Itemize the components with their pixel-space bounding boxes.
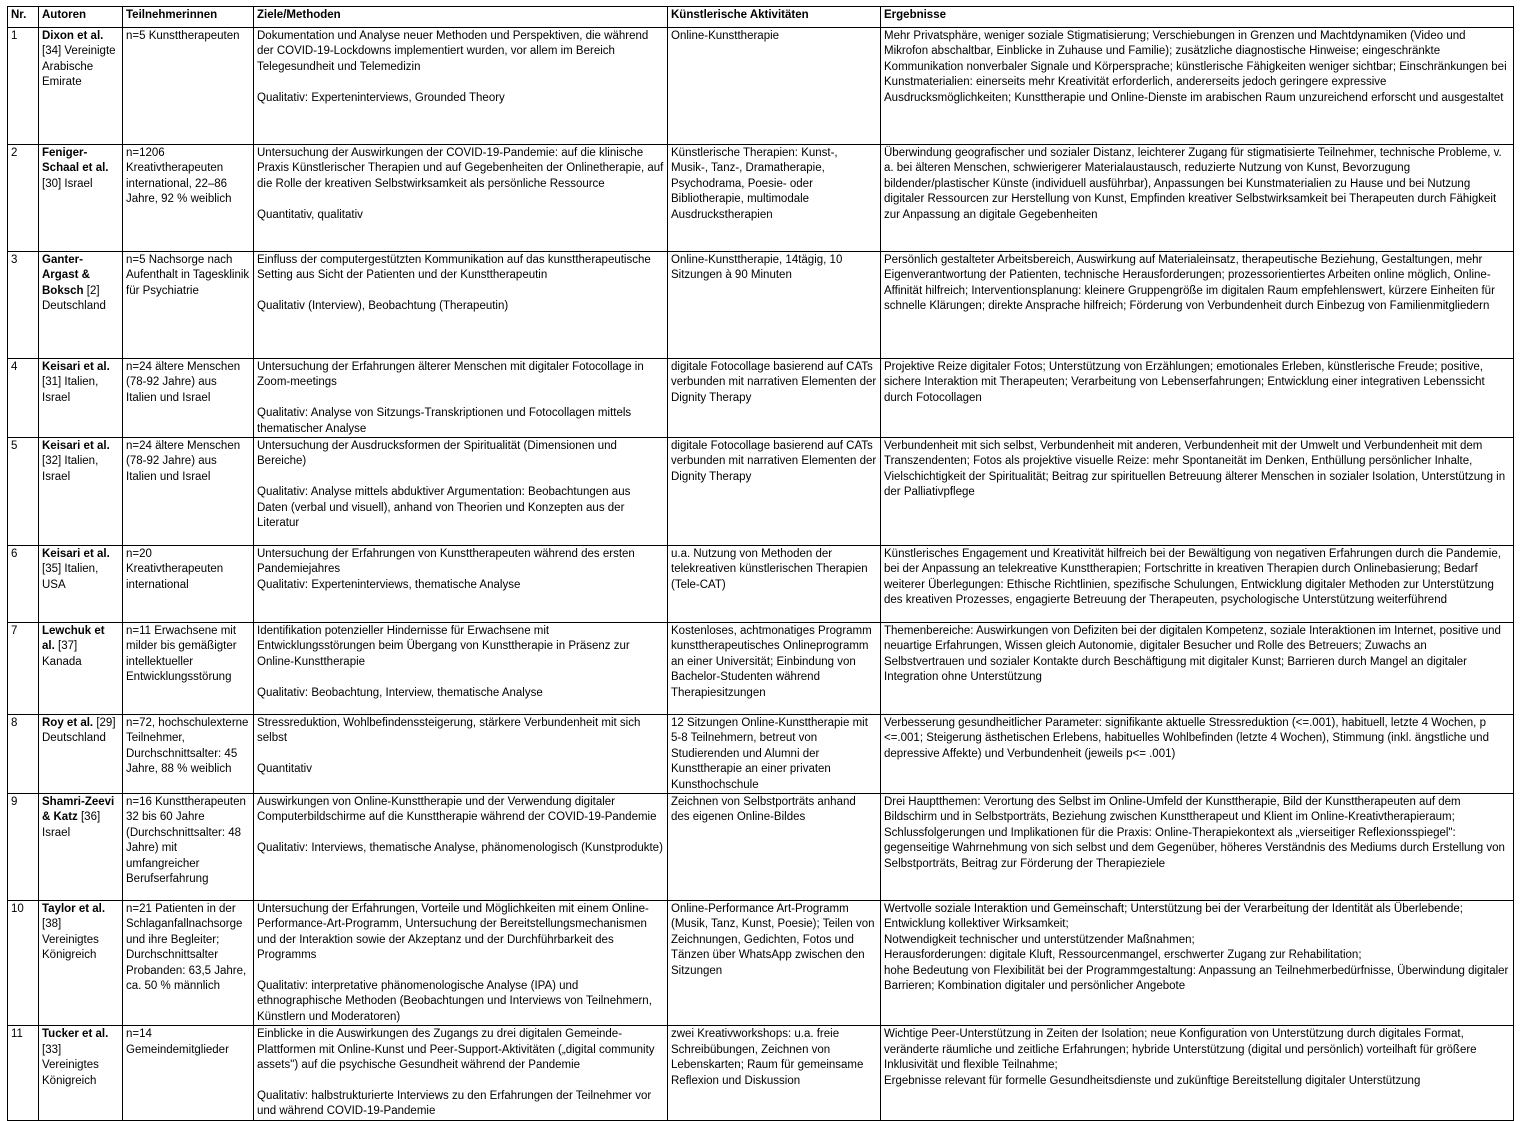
cell-artistic-activities — [668, 546, 881, 623]
cell-nr — [8, 901, 39, 1026]
author-name: Lewchuk et al. — [42, 625, 105, 653]
cell-authors — [39, 359, 123, 438]
table-row — [8, 546, 1514, 623]
cell-results — [881, 438, 1514, 546]
aims-text: Untersuchung der Erfahrungen, Vorteile und Möglichkeiten mit einem Online-Performance-Art-Programm, Untersuchung der Bereitstellungsmechanismen und der Interaktion sowie der Akzeptanz und der Durchführbarkeit des Programms — [257, 903, 649, 962]
author-country: Israel — [42, 826, 71, 839]
activities-text: Online-Kunsttherapie — [671, 30, 780, 42]
author-name: Feniger-Schaal et al. — [42, 147, 109, 175]
cell-artistic-activities — [668, 901, 881, 1026]
paragraph-spacer — [257, 826, 664, 841]
cell-participants — [123, 901, 254, 1026]
table-row — [8, 438, 1514, 546]
cell-artistic-activities — [668, 359, 881, 438]
study-table-container — [7, 6, 1513, 1121]
author-country: Deutschland — [42, 300, 106, 313]
author-country: Vereinigtes Königreich — [42, 933, 99, 962]
aims-text: Auswirkungen von Online-Kunsttherapie und der Verwendung digitaler Computerbildschirme auf die Kunsttherapie während der COVID-19-Pandemie — [257, 796, 657, 824]
cell-authors — [39, 252, 123, 359]
cell-artistic-activities — [668, 252, 881, 359]
cell-nr — [8, 28, 39, 145]
row-number: 9 — [11, 796, 18, 809]
methods-text: Qualitativ: Interviews, thematische Analyse, phänomenologisch (Kunstprodukte) — [257, 842, 663, 855]
table-row — [8, 145, 1514, 252]
cell-results — [881, 28, 1514, 145]
methods-text: Qualitativ: Experteninterviews, thematische Analyse — [257, 578, 521, 591]
author-name: Shamri-Zeevi & Katz — [42, 796, 115, 824]
cell-authors — [39, 145, 123, 252]
study-overview-table — [7, 6, 1514, 1121]
paragraph-spacer — [257, 75, 664, 90]
table-row — [8, 901, 1514, 1026]
cell-participants — [123, 546, 254, 623]
author-name: Roy et al. — [42, 717, 94, 730]
results-line: hohe Bedeutung von Flexibilität bei der Programmgestaltung: Anpassung an Teilnehmerbedürfnisse, Überwindung digitaler Barrieren; Kombination digitaler und persönlicher Angebote — [884, 964, 1509, 993]
cell-aims-methods — [254, 28, 668, 145]
header-results: Ergebnisse — [881, 7, 1514, 28]
aims-text: Untersuchung der Auswirkungen der COVID-19-Pandemie: auf die klinische Praxis Künstlerischer Therapien und auf Gegebenheiten der Onlinetherapie, auf die Rolle der kreativen Selbstwirksamkeit als persönliche Ressource — [257, 147, 664, 190]
paragraph-spacer — [257, 747, 664, 762]
author-name: Keisari et al. — [42, 440, 110, 453]
participants-text: n=5 Kunsttherapeuten — [126, 30, 240, 42]
results-line: Projektive Reize digitaler Fotos; Unterstützung von Erzählungen; emotionales Erleben, künstlerische Freude; positive, sichere Interaktion mit Therapeuten; Verarbeitung von Lebenserfahrungen; Entwicklung einer integrativen Lebenssicht durch Fotocollagen — [884, 361, 1485, 404]
paragraph-spacer — [257, 964, 664, 979]
cell-aims-methods — [254, 145, 668, 252]
methods-text: Quantitativ, qualitativ — [257, 208, 363, 221]
cell-nr — [8, 794, 39, 901]
cell-participants — [123, 28, 254, 145]
cell-results — [881, 901, 1514, 1026]
methods-text: Quantitativ — [257, 763, 312, 776]
row-number: 4 — [11, 361, 18, 373]
methods-text: Qualitativ: Experteninterviews, Grounded Theory — [257, 91, 505, 104]
methods-text: Qualitativ: Analyse mittels abduktiver Argumentation: Beobachtungen aus Daten (verbal und visuell), anhand von Theorien und Konzepten aus der Literatur — [257, 486, 631, 530]
cell-artistic-activities — [668, 438, 881, 546]
header-artistic-activities: Künstlerische Aktivitäten — [668, 7, 881, 28]
cell-participants — [123, 359, 254, 438]
cell-aims-methods — [254, 1026, 668, 1120]
methods-text: Qualitativ: interpretative phänomenologische Analyse (IPA) und ethnographische Methoden (Beobachtungen und Interviews von Teilnehmern, Künstlern und Moderatoren) — [257, 980, 652, 1023]
cell-authors — [39, 546, 123, 623]
author-name: Keisari et al. — [42, 548, 110, 561]
row-number: 7 — [11, 625, 18, 638]
author-country: Kanada — [42, 655, 82, 668]
participants-text: n=72, hochschulexterne Teilnehmer, Durchschnittsalter: 45 Jahre, 88 % weiblich — [126, 717, 249, 776]
cell-aims-methods — [254, 359, 668, 438]
paragraph-spacer — [257, 192, 664, 207]
activities-text: Künstlerische Therapien: Kunst-, Musik-, Tanz-, Dramatherapie, Psychodrama, Poesie- oder Bibliotherapie, multimodale Ausdruckstherapien — [671, 147, 838, 221]
row-number: 6 — [11, 548, 18, 561]
cell-artistic-activities — [668, 623, 881, 715]
cell-artistic-activities — [668, 28, 881, 145]
participants-text: n=24 ältere Menschen (78-92 Jahre) aus Italien und Israel — [126, 440, 241, 483]
aims-text: Untersuchung der Erfahrungen von Kunsttherapeuten während des ersten Pandemiejahres — [257, 548, 635, 576]
header-authors: Autoren — [39, 7, 123, 28]
cell-aims-methods — [254, 252, 668, 359]
activities-text: 12 Sitzungen Online-Kunsttherapie mit 5-8 Teilnehmern, betreut von Studierenden und Alumni der Kunsttherapie an einer privaten Kunsthochschule — [671, 717, 868, 791]
cell-results — [881, 623, 1514, 715]
cell-results — [881, 145, 1514, 252]
aims-text: Einfluss der computergestützten Kommunikation auf das kunsttherapeutische Setting aus Sicht der Patienten und der Kunsttherapeutin — [257, 254, 651, 282]
cell-nr — [8, 145, 39, 252]
cell-nr — [8, 252, 39, 359]
results-line: Verbundenheit mit sich selbst, Verbundenheit mit anderen, Verbundenheit mit der Umwelt und Verbundenheit mit dem Transzendenten; Fotos als projektive visuelle Reize: mehr Spontaneität im Denken, Enthüllung persönlicher Inhalte, Vielschichtigkeit der Spiritualität; Beitrag zur spirituellen Betreuung älterer Menschen in sozialer Isolation, Unterstützung in der Palliativpflege — [884, 440, 1506, 499]
cell-artistic-activities — [668, 794, 881, 901]
results-line: Drei Hauptthemen: Verortung des Selbst im Online-Umfeld der Kunsttherapie, Bild der Kunsttherapeuten auf dem Bildschirm und in Selbstporträts, Beziehung zwischen Kunsttherapeut und Klient im Online-Kreativtherapieraum; — [884, 796, 1461, 824]
author-name: Keisari et al. — [42, 361, 110, 373]
cell-artistic-activities — [668, 145, 881, 252]
table-row — [8, 623, 1514, 715]
paragraph-spacer — [257, 470, 664, 485]
row-number: 5 — [11, 440, 18, 453]
results-line: Überwindung geografischer und sozialer Distanz, leichterer Zugang für stigmatisierte Teilnehmer, technische Probleme, v. a. bei älteren Menschen, schwierigerer Materialaustausch, reduzierte Nutzung von Kunst, Bevorzugung bildender/plastischer Künste (individuell ausführbar), Anpassungen bei Kunstmaterialien zu Hause und bei Nutzung digitaler Ressourcen zur Herstellung von Kunst, Empfinden kreativer Selbstwirksamkeit bei Therapeuten durch Fähigkeit zur Anpassung an digitale Gegebenheiten — [884, 147, 1502, 221]
cell-nr — [8, 1026, 39, 1120]
author-reference: [30] — [42, 177, 62, 190]
author-reference: [37] — [58, 640, 78, 653]
cell-participants — [123, 252, 254, 359]
row-number: 10 — [11, 903, 24, 916]
cell-participants — [123, 1026, 254, 1120]
author-reference: [35] — [42, 563, 62, 576]
cell-authors — [39, 1026, 123, 1120]
cell-results — [881, 359, 1514, 438]
author-reference: [32] — [42, 455, 62, 468]
participants-text: n=14 Gemeindemitglieder — [126, 1028, 229, 1056]
paragraph-spacer — [257, 670, 664, 685]
table-row — [8, 794, 1514, 901]
cell-artistic-activities — [668, 715, 881, 794]
cell-aims-methods — [254, 715, 668, 794]
table-row — [8, 359, 1514, 438]
cell-aims-methods — [254, 438, 668, 546]
row-number: 3 — [11, 254, 18, 266]
header-nr: Nr. — [8, 7, 39, 28]
activities-text: u.a. Nutzung von Methoden der telekreativen künstlerischen Therapien (Tele-CAT) — [671, 548, 868, 591]
author-country: Vereinigtes Königreich — [42, 1059, 99, 1087]
results-line: Mehr Privatsphäre, weniger soziale Stigmatisierung; Verschiebungen in Grenzen und Machtdynamiken (Video und Mikrofon abschaltbar, Einblicke in Zuhause und Familie); zusätzliche diagnostische Hinweise; eingeschränkte Kommunikation nonverbaler Signale und Körpersprache; künstlerische Fähigkeiten weniger sichtbar; Einschränkungen bei Kunstmaterialien: einerseits mehr Kreativität erforderlich, andererseits jedoch geringere expressive Ausdrucksmöglichkeiten; Kunsttherapie und Online-Dienste im arabischen Raum unzureichend erforscht und ausgestaltet — [884, 30, 1507, 104]
author-reference: [2] — [86, 284, 100, 297]
cell-authors — [39, 623, 123, 715]
cell-authors — [39, 901, 123, 1026]
author-name: Ganter-Argast & Boksch — [42, 254, 90, 297]
author-reference: [33] — [42, 1043, 62, 1056]
table-row — [8, 252, 1514, 359]
participants-text: n=24 ältere Menschen (78-92 Jahre) aus Italien und Israel — [126, 361, 241, 404]
cell-nr — [8, 359, 39, 438]
author-country: Italien, USA — [42, 563, 99, 591]
author-reference: [29] — [96, 717, 116, 730]
aims-text: Identifikation potenzieller Hindernisse für Erwachsene mit Entwicklungsstörungen beim Übergang von Kunsttherapie in Präsenz zur Online-Kunsttherapie — [257, 625, 630, 668]
author-name: Taylor et al. — [42, 903, 106, 916]
methods-text: Qualitativ: Beobachtung, Interview, thematische Analyse — [257, 686, 543, 699]
cell-participants — [123, 715, 254, 794]
aims-text: Dokumentation und Analyse neuer Methoden und Perspektiven, die während der COVID-19-Lockdowns implementiert wurden, vor allem im Bereich Telegesundheit und Telemedizin — [257, 30, 649, 73]
results-line: Notwendigkeit technischer und unterstützender Maßnahmen; — [884, 933, 1195, 946]
activities-text: zwei Kreativworkshops: u.a. freie Schreibübungen, Zeichnen von Lebenskarten; Raum für gemeinsame Reflexion und Diskussion — [671, 1028, 864, 1087]
paragraph-spacer — [257, 1074, 664, 1089]
cell-authors — [39, 715, 123, 794]
cell-nr — [8, 623, 39, 715]
activities-text: digitale Fotocollage basierend auf CATs verbunden mit narrativen Elementen der Dignity Therapy — [671, 361, 877, 404]
results-line: Wichtige Peer-Unterstützung in Zeiten der Isolation; neue Konfiguration von Unterstützung durch digitales Format, veränderte räumliche und zeitliche Erfahrungen; hybride Unterstützung (digital und persönlich) vorteilhaft für größere Inklusivität und flexible Teilnahme; — [884, 1028, 1477, 1072]
cell-results — [881, 252, 1514, 359]
cell-aims-methods — [254, 794, 668, 901]
participants-text: n=11 Erwachsene mit milder bis gemäßigter intellektueller Entwicklungsstörung — [126, 625, 237, 684]
author-country: Vereinigte Arabische Emirate — [42, 45, 116, 89]
author-country: Deutschland — [42, 732, 106, 745]
cell-results — [881, 715, 1514, 794]
cell-participants — [123, 145, 254, 252]
participants-text: n=20 Kreativtherapeuten international — [126, 548, 224, 591]
paragraph-spacer — [257, 391, 664, 406]
author-reference: [31] — [42, 376, 62, 389]
activities-text: digitale Fotocollage basierend auf CATs verbunden mit narrativen Elementen der Dignity Therapy — [671, 440, 877, 483]
cell-nr — [8, 715, 39, 794]
participants-text: n=5 Nachsorge nach Aufenthalt in Tagesklinik für Psychiatrie — [126, 254, 250, 297]
aims-text: Einblicke in die Auswirkungen des Zugangs zu drei digitalen Gemeinde-Plattformen mit Online-Kunst und Peer-Support-Aktivitäten („digital community assets") auf die psychische Gesundheit während der Pandemie — [257, 1028, 655, 1072]
table-header-row — [8, 7, 1514, 28]
participants-text: n=21 Patienten in der Schlaganfallnachsorge und ihre Begleiter; Durchschnittsalter Probanden: 63,5 Jahre, ca. 50 % männlich — [126, 903, 247, 993]
results-line: Wertvolle soziale Interaktion und Gemeinschaft; Unterstützung bei der Verarbeitung der Identität als Überlebende; Entwicklung kollektiver Wirksamkeit; — [884, 903, 1463, 931]
methods-text: Qualitativ (Interview), Beobachtung (Therapeutin) — [257, 300, 509, 313]
cell-authors — [39, 438, 123, 546]
results-line: Herausforderungen: digitale Kluft, Ressourcenmangel, erschwerter Zugang zur Rehabilitation; — [884, 949, 1362, 962]
cell-nr — [8, 546, 39, 623]
header-aims-methods: Ziele/Methoden — [254, 7, 668, 28]
paragraph-spacer — [257, 284, 664, 299]
cell-aims-methods — [254, 623, 668, 715]
header-participants: Teilnehmerinnen — [123, 7, 254, 28]
activities-text: Kostenloses, achtmonatiges Programm kunsttherapeutisches Onlineprogramm an einer Universität; Einbindung von Bachelor-Studenten während Therapiesitzungen — [671, 625, 872, 699]
results-line: Persönlich gestalteter Arbeitsbereich, Auswirkung auf Materialeinsatz, therapeutische Beziehung, Gestaltungen, mehr Eigenverantwortung der Patienten, technische Herausforderungen; prozessorientiertes Arbeiten online möglich, Online-Affinität hilfreich; Interventionsplanung: kleinere Gruppengröße im digitalen Raum empfehlenswert, kürzere Einheiten für schnelle Klärungen; direkte Ansprache hilfreich; Förderung von Verbundenheit durch Einbezug von Familienmitgliedern — [884, 254, 1495, 313]
aims-text: Stressreduktion, Wohlbefindenssteigerung, stärkere Verbundenheit mit sich selbst — [257, 717, 641, 745]
cell-authors — [39, 794, 123, 901]
methods-text: Qualitativ: Analyse von Sitzungs-Transkriptionen und Fotocollagen mittels thematischer Analyse — [257, 407, 632, 435]
table-row — [8, 715, 1514, 794]
methods-text: Qualitativ: halbstrukturierte Interviews zu den Erfahrungen der Teilnehmer vor und während COVID-19-Pandemie — [257, 1089, 652, 1118]
results-line: Ergebnisse relevant für formelle Gesundheitsdienste und zukünftige Bereitstellung digitaler Unterstützung — [884, 1074, 1421, 1087]
participants-text: n=16 Kunsttherapeuten 32 bis 60 Jahre (Durchschnittsalter: 48 Jahre) mit umfangreicher Berufserfahrung — [126, 796, 246, 886]
cell-results — [881, 794, 1514, 901]
table-row — [8, 28, 1514, 145]
row-number: 2 — [11, 147, 18, 159]
cell-aims-methods — [254, 546, 668, 623]
cell-participants — [123, 623, 254, 715]
row-number: 11 — [11, 1028, 23, 1041]
results-line: Schlussfolgerungen und Implikationen für die Praxis: Online-Therapiekontext als „vierseitiger Reflexionsspiegel": gegenseitige Wahrnehmung von sich selbst und dem Gegenüber, höheres Verständnis des Mediums durch Erstellung von Selbstporträts, Beitrag zur Förderung der Therapieziele — [884, 826, 1505, 870]
results-line: Themenbereiche: Auswirkungen von Defiziten bei der digitalen Kompetenz, soziale Interaktionen im Internet, positive und neuartige Erfahrungen, Wissen gleich Autonomie, digitaler Besucher und Rolle des Betreuers; Zuwachs an Selbstvertrauen und sozialer Kontakte durch Beschäftigung mit digitaler Kunst; Barrieren durch Mangel an digitaler Integration ohne Unterstützung — [884, 625, 1501, 684]
cell-aims-methods — [254, 901, 668, 1026]
table-row — [8, 1026, 1514, 1120]
author-country: Italien, Israel — [42, 376, 99, 404]
author-reference: [34] — [42, 45, 62, 58]
participants-text: n=1206 Kreativtherapeuten international, 22–86 Jahre, 92 % weiblich — [126, 147, 232, 206]
results-line: Verbesserung gesundheitlicher Parameter: signifikante aktuelle Stressreduktion (<=.001), habituell, letzte 4 Wochen, p <=.001; Steigerung ästhetischen Erlebens, habituelles Wohlbefinden (letzte 4 Wochen), Stimmung (inkl. ängstliche und depressive Affekte) und Verbundenheit (jeweils p<= .001) — [884, 717, 1489, 760]
author-reference: [36] — [80, 811, 101, 824]
table-body — [8, 28, 1514, 1121]
aims-text: Untersuchung der Erfahrungen älterer Menschen mit digitaler Fotocollage in Zoom-meetings — [257, 361, 644, 389]
cell-results — [881, 1026, 1514, 1120]
cell-artistic-activities — [668, 1026, 881, 1120]
aims-text: Untersuchung der Ausdrucksformen der Spiritualität (Dimensionen und Bereiche) — [257, 440, 617, 468]
row-number: 1 — [11, 30, 18, 42]
activities-text: Zeichnen von Selbstporträts anhand des eigenen Online-Bildes — [671, 796, 856, 824]
cell-participants — [123, 438, 254, 546]
cell-participants — [123, 794, 254, 901]
author-country: Israel — [64, 177, 93, 190]
cell-authors — [39, 28, 123, 145]
activities-text: Online-Performance Art-Programm (Musik, Tanz, Kunst, Poesie); Teilen von Zeichnungen, Gedichten, Fotos und Tänzen über WhatsApp zwischen den Sitzungen — [671, 903, 875, 977]
cell-results — [881, 546, 1514, 623]
results-line: Künstlerisches Engagement und Kreativität hilfreich bei der Bewältigung von negativen Erfahrungen durch die Pandemie, bei der Anpassung an telekreative Kunsttherapien; Fortschritte in kreativen Therapien durch Onlinebasierung; Bedarf weiterer Überlegungen: Ethische Richtlinien, spezifische Schulungen, Entwicklung digitaler Methoden zur Unterstützung des kreativen Prozesses, engagierte Betreuung der Therapeuten, psychologische Unterstützung weiterführend — [884, 548, 1501, 607]
author-name: Dixon et al. — [42, 30, 104, 42]
row-number: 8 — [11, 717, 18, 730]
author-reference: [38] — [42, 918, 62, 931]
author-country: Italien, Israel — [42, 455, 99, 483]
cell-nr — [8, 438, 39, 546]
author-name: Tucker et al. — [42, 1028, 109, 1041]
activities-text: Online-Kunsttherapie, 14tägig, 10 Sitzungen à 90 Minuten — [671, 254, 843, 282]
